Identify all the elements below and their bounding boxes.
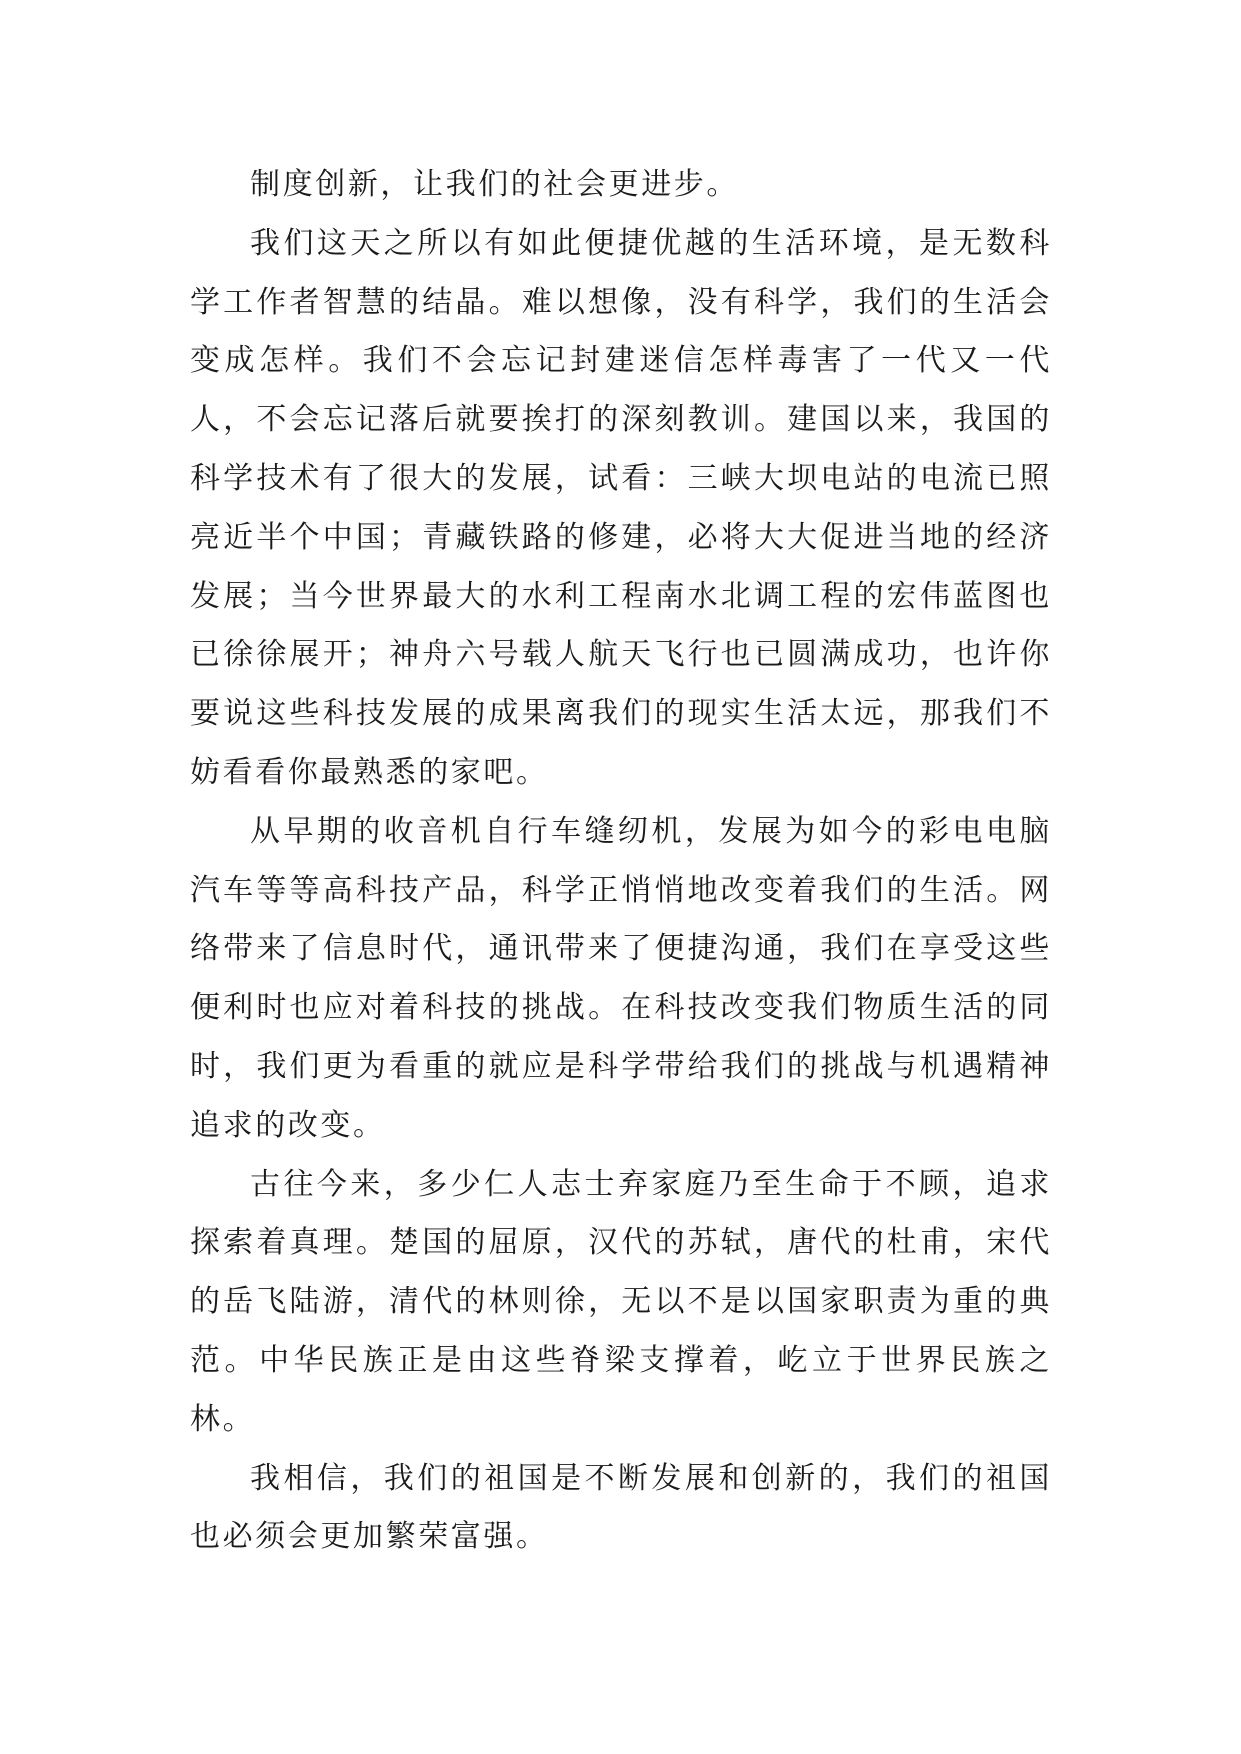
body-text	[190, 156, 1052, 1567]
paragraph: 制度创新，让我们的社会更进步。	[250, 167, 739, 202]
paragraph: 我们这天之所以有如此便捷优越的生活环境，是无数科学工作者智慧的结晶。难以想像，没有科学，我们的生活会变成怎样。我们不会忘记封建迷信怎样毒害了一代又一代人，不会忘记落后就要挨打的深刻教训。建国以来，我国的科学技术有了很大的发展，试看：三峡大坝电站的电流已照亮近半个中国；青藏铁路的修建，必将大大促进当地的经济发展；当今世界最大的水利工程南水北调工程的宏伟蓝图也已徐徐展开；神舟六号载人航天飞行也已圆满成功，也许你要说这些科技发展的成果离我们的现实生活太远，那我们不妨看看你最熟悉的家吧。	[190, 225, 1052, 790]
paragraph: 古往今来，多少仁人志士弃家庭乃至生命于不顾，追求探索着真理。楚国的屈原，汉代的苏轼，唐代的杜甫，宋代的岳飞陆游，清代的林则徐，无以不是以国家职责为重的典范。中华民族正是由这些脊梁支撑着，屹立于世界民族之林。	[190, 1166, 1052, 1437]
paragraph: 从早期的收音机自行车缝纫机，发展为如今的彩电电脑汽车等等高科技产品，科学正悄悄地改变着我们的生活。网络带来了信息时代，通讯带来了便捷沟通，我们在享受这些便利时也应对着科技的挑战。在科技改变我们物质生活的同时，我们更为看重的就应是科学带给我们的挑战与机遇精神追求的改变。	[190, 813, 1052, 1143]
paragraph: 我相信，我们的祖国是不断发展和创新的，我们的祖国也必须会更加繁荣富强。	[190, 1460, 1052, 1555]
